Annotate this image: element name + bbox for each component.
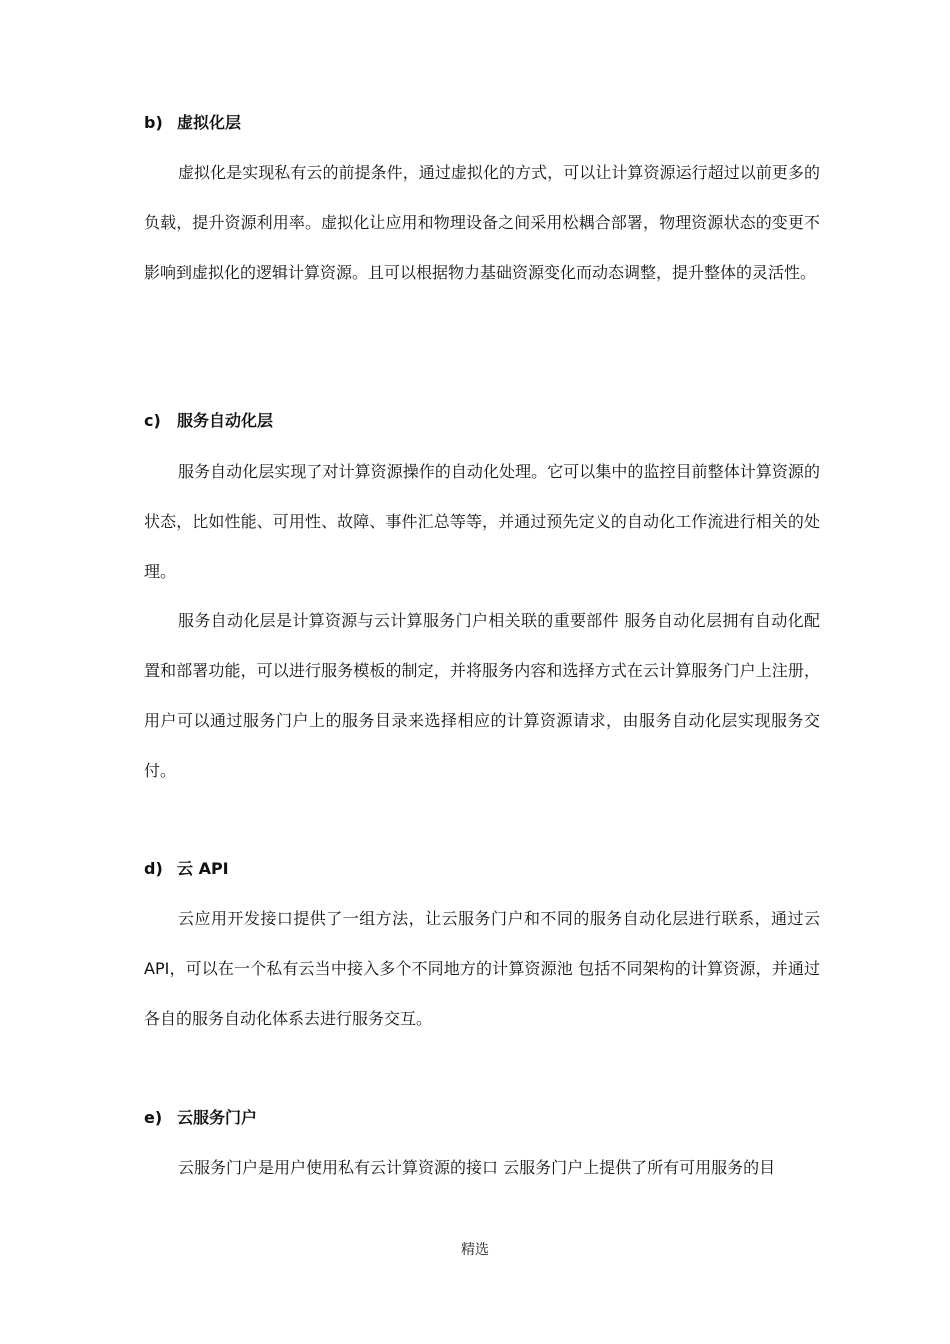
section-heading-c [144,411,273,431]
section-heading-e [144,1108,257,1128]
section-title: 虚拟化层 [177,113,242,132]
section-marker: e) [144,1108,163,1127]
section-marker: d) [144,859,163,878]
section-title: 服务自动化层 [177,411,274,430]
section-heading-d [144,859,229,879]
section-c-paragraph-2: 服务自动化层是计算资源与云计算服务门户相关联的重要部件 服务自动化层拥有自动化配置和部署功能，可以进行服务模板的制定，并将服务内容和选择方式在云计算服务门户上注册，用户可以通过服务门户上的服务目录来选择相应的计算资源请求，由服务自动化层实现服务交付。 [144,611,820,780]
section-heading-b [144,113,241,133]
page-footer: 精选 [461,1242,489,1258]
section-b-paragraph-1: 虚拟化是实现私有云的前提条件，通过虚拟化的方式，可以让计算资源运行超过以前更多的负载，提升资源利用率。虚拟化让应用和物理设备之间采用松耦合部署，物理资源状态的变更不影响到虚拟化的逻辑计算资源。且可以根据物力基础资源变化而动态调整，提升整体的灵活性。 [144,163,820,282]
section-d-paragraph-1: 云应用开发接口提供了一组方法，让云服务门户和不同的服务自动化层进行联系，通过云 API，可以在一个私有云当中接入多个不同地方的计算资源池 包括不同架构的计算资源，并通过各自的服务自动化体系去进行服务交互。 [144,909,820,1028]
section-c-paragraph-1: 服务自动化层实现了对计算资源操作的自动化处理。它可以集中的监控目前整体计算资源的状态，比如性能、可用性、故障、事件汇总等等，并通过预先定义的自动化工作流进行相关的处理。 [144,462,820,581]
section-marker: b) [144,113,163,132]
section-title: 云 API [177,859,229,878]
section-title: 云服务门户 [177,1108,258,1127]
section-marker: c) [144,411,161,430]
section-e-paragraph-1: 云服务门户是用户使用私有云计算资源的接口 云服务门户上提供了所有可用服务的目 [178,1158,776,1177]
